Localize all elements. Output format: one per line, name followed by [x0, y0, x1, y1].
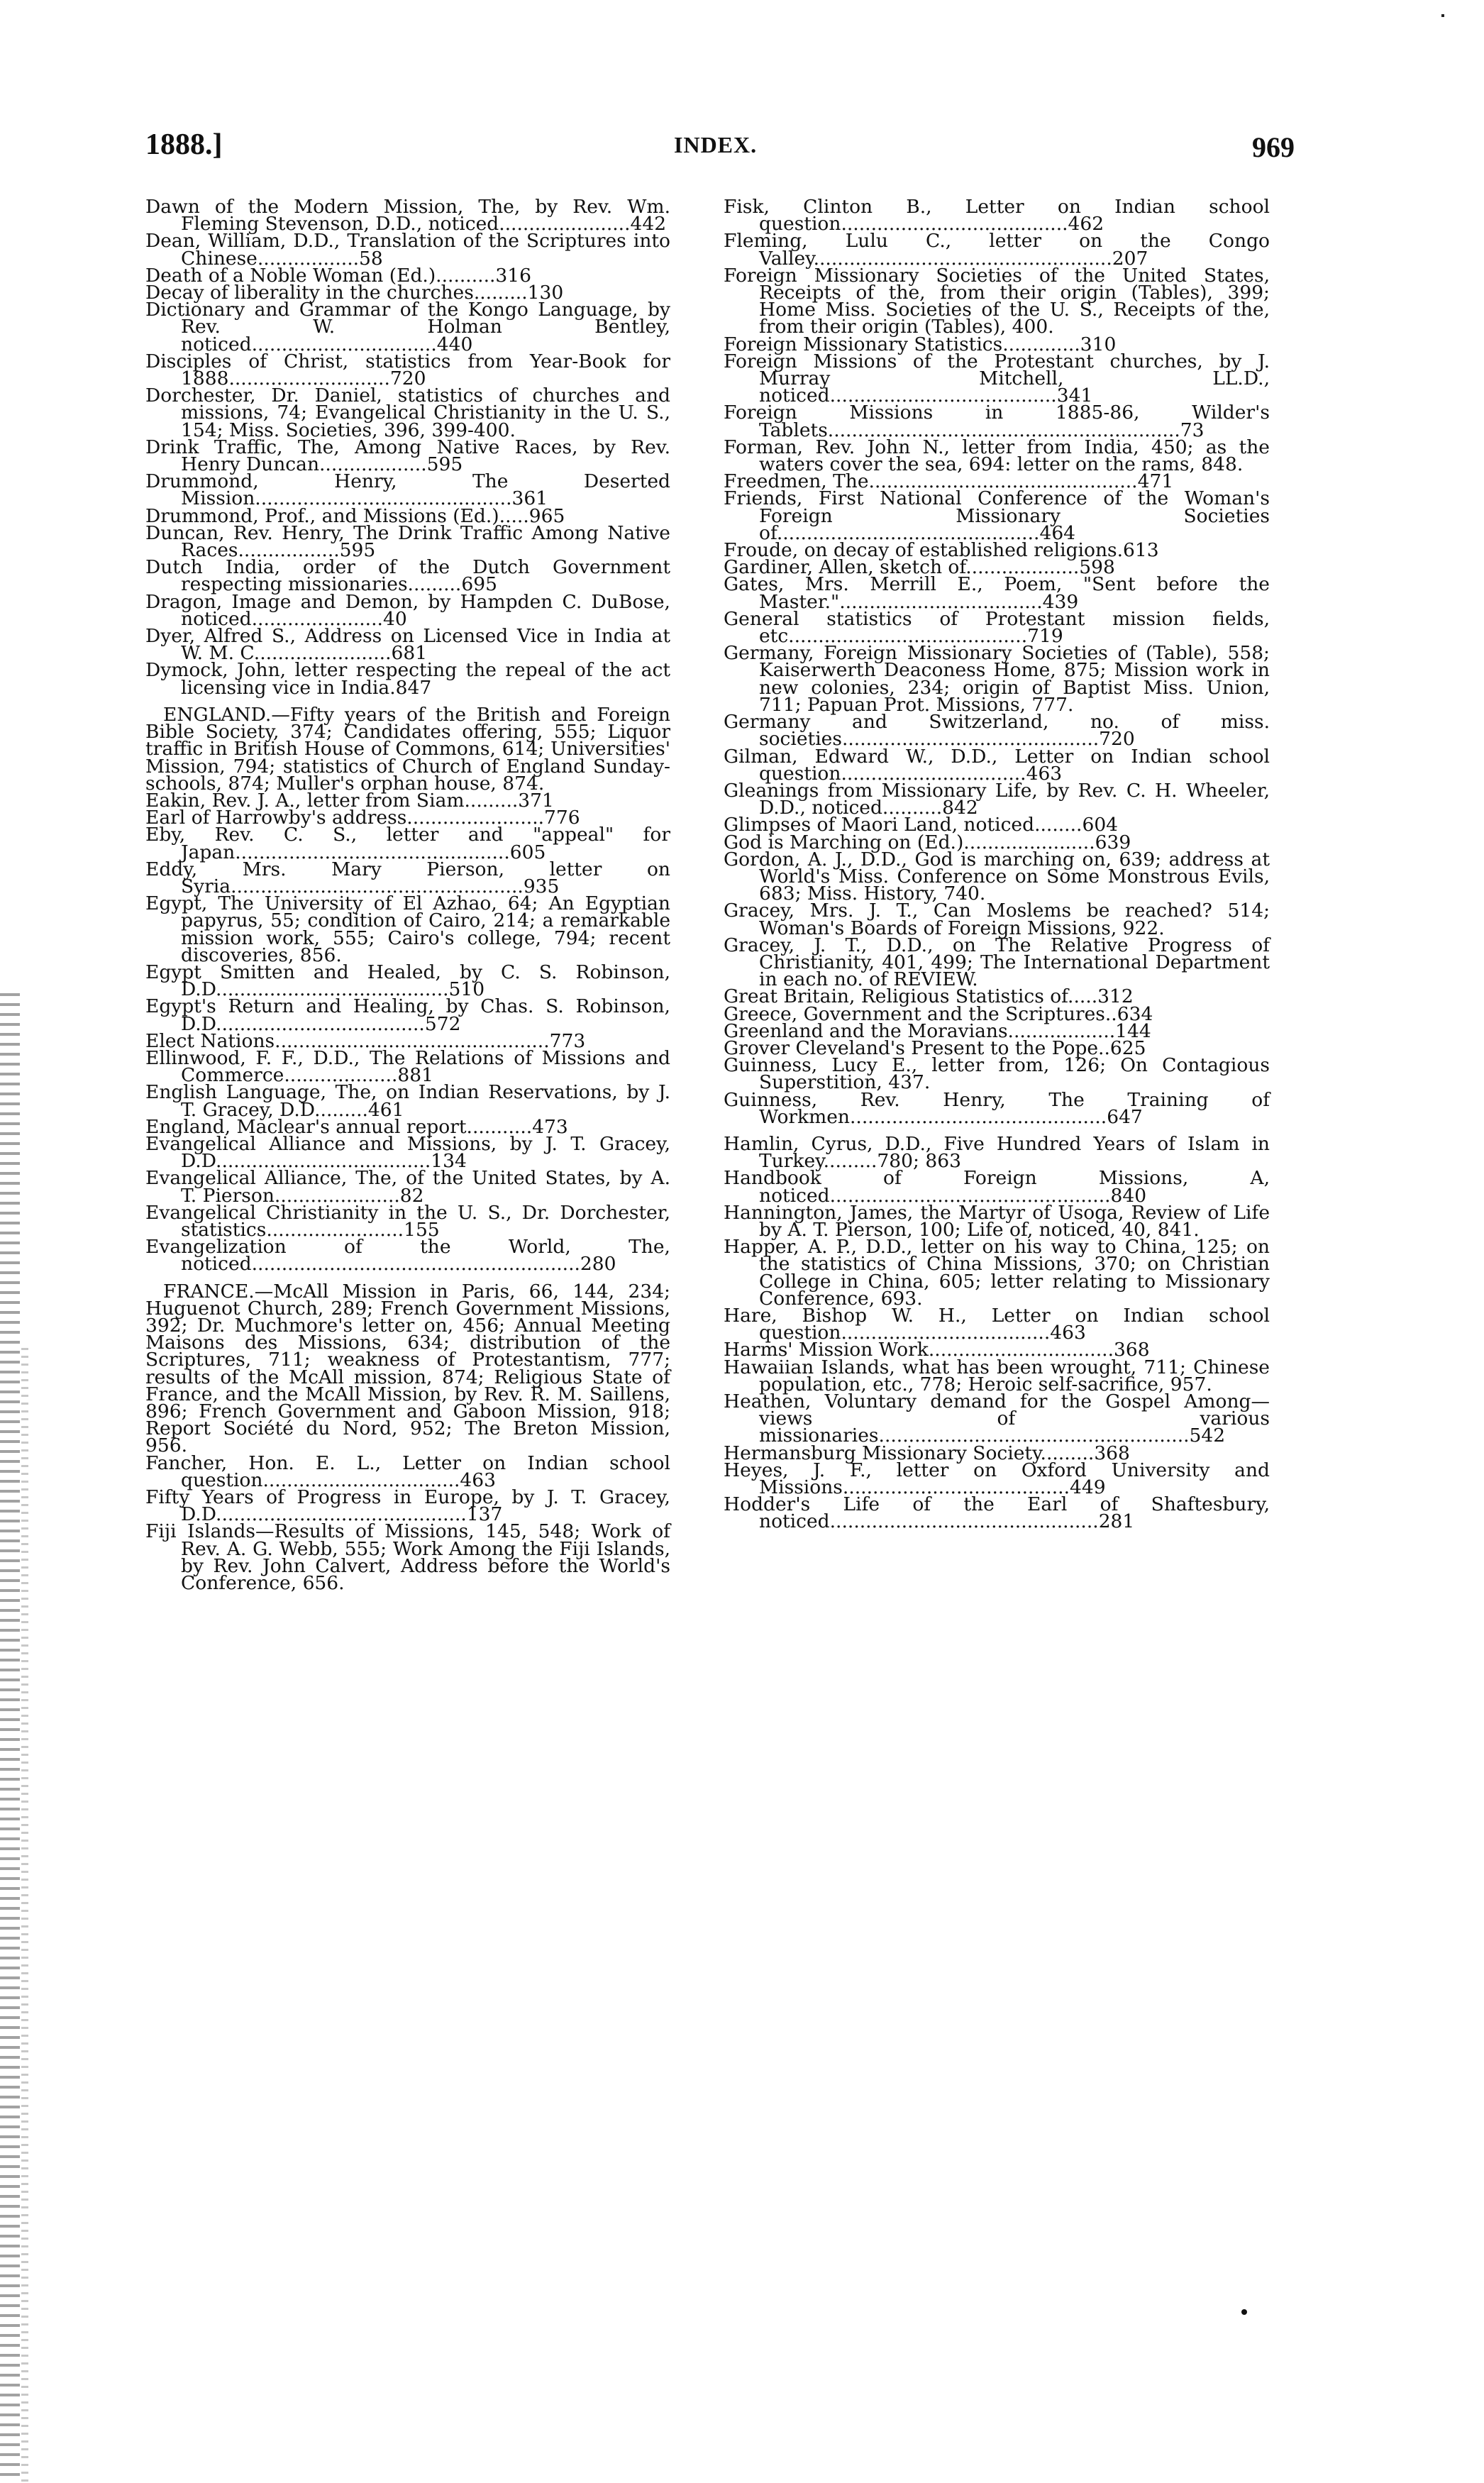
index-entry: Decay of liberality in the churches.........130	[145, 282, 564, 304]
index-entry: Guinness, Lucy E., letter from, 126; On Contagious Superstition, 437.	[724, 1054, 1270, 1094]
header-title: INDEX.	[674, 132, 758, 157]
index-entry: Eby, Rev. C. S., letter and "appeal" for Japan..............................................605	[145, 824, 670, 863]
index-entry: Germany and Switzerland, no. of miss. societies...........................................720	[724, 711, 1270, 751]
index-entry: Ellinwood, F. F., D.D., The Relations of Missions and Commerce...................881	[145, 1046, 670, 1087]
index-entry: Glimpses of Maori Land, noticed........604	[724, 814, 1119, 836]
index-entry: Drummond, Henry, The Deserted Mission...........................................361	[145, 470, 670, 510]
index-entry: Heyes, J. F., letter on Oxford University and Missions......................................449	[724, 1459, 1270, 1499]
index-entry: Great Britain, Religious Statistics of.....312	[724, 985, 1134, 1008]
index-entry: Hermansburg Missionary Society.........368	[724, 1442, 1130, 1464]
index-entry: Fleming, Lulu C., letter on the Congo Valley..................................................207	[724, 230, 1270, 270]
index-entry: Duncan, Rev. Henry, The Drink Traffic Among Native Races.................595	[145, 521, 670, 562]
index-entry: Eakin, Rev. J. A., letter from Siam.........371	[145, 789, 554, 812]
index-entry: Germany, Foreign Missionary Societies of (Table), 558; Kaiserwerth Deaconess Home, 875; Mission work in new colonies, 234; origin of Baptist Miss. Union, 711; Papuan Prot. Missions, 777.	[724, 642, 1270, 716]
index-entry: Handbook of Foreign Missions, A, noticed...............................................840	[724, 1167, 1270, 1207]
index-entry: English Language, The, on Indian Reservations, by J. T. Gracey, D.D.........461	[145, 1081, 670, 1121]
index-entry: Egypt's Return and Healing, by Chas. S. Robinson, D.D...................................572	[145, 995, 670, 1035]
index-entry: Friends, First National Conference of the Woman's Foreign Missionary Societies of............................................464	[724, 487, 1270, 544]
index-entry: Guinness, Rev. Henry, The Training of Workmen...........................................647	[724, 1088, 1270, 1128]
index-entry: Froude, on decay of established religions.613	[724, 539, 1159, 562]
index-entry: Evangelical Alliance and Missions, by J. T. Gracey, D.D....................................134	[145, 1132, 670, 1173]
index-entry: Hamlin, Cyrus, D.D., Five Hundred Years of Islam in Turkey.........780; 863	[724, 1132, 1270, 1173]
index-entry: Fancher, Hon. E. L., Letter on Indian school question.................................463	[145, 1451, 670, 1491]
index-entry: Dictionary and Grammar of the Kongo Language, by Rev. W. Holman Bentley, noticed...............................440	[145, 299, 670, 355]
index-entry: Heathen, Voluntary demand for the Gospel Among—views of various missionaries....................................................542	[724, 1390, 1270, 1447]
index-entry: Grover Cleveland's Present to the Pope..625	[724, 1036, 1146, 1059]
index-entry: Gardiner, Allen, sketch of...................598	[724, 556, 1115, 579]
index-column-left	[145, 196, 670, 1595]
index-entry: Fiji Islands—Results of Missions, 145, 548; Work of Rev. A. G. Webb, 555; Work Among the Fiji Islands, by Rev. John Calvert, Address before the World's Conference, 656.	[145, 1520, 670, 1595]
index-entry: Gilman, Edward W., D.D., Letter on Indian school question...............................463	[724, 745, 1270, 785]
index-entry: Dymock, John, letter respecting the repeal of the act licensing vice in India.847	[145, 659, 670, 699]
index-entry: ENGLAND.—Fifty years of the British and Foreign Bible Society, 374; Candidates offering, 555; Liquor traffic in British House of Commons, 614; Universities' Mission, 794; statistics of Church of England Sunday-schools, 874; Muller's orphan house, 874.	[145, 703, 670, 795]
index-entry: Eddy, Mrs. Mary Pierson, letter on Syria.................................................935	[145, 858, 670, 897]
index-entry: Dragon, Image and Demon, by Hampden C. DuBose, noticed......................40	[145, 590, 670, 630]
index-entry: Evangelization of the World, The, noticed.......................................................280	[145, 1236, 670, 1276]
index-entry: Foreign Missionary Societies of the United States, Receipts of the, from their origin (Tables), 399; Home Miss. Societies of the U. S., Receipts of the, from their origin (Tables), 400.	[724, 264, 1270, 338]
header-year: 1888.]	[145, 128, 223, 161]
index-entry: Dutch India, order of the Dutch Government respecting missionaries.........695	[145, 556, 670, 596]
index-entry: Fisk, Clinton B., Letter on Indian school question......................................462	[724, 196, 1270, 236]
page-mark-dot	[1241, 2309, 1247, 2315]
index-entry: Greenland and the Moravians..................144	[724, 1019, 1151, 1042]
index-entry: Gleanings from Missionary Life, by Rev. C. H. Wheeler, D.D., noticed..........842	[724, 779, 1270, 819]
index-entry: Gracey, J. T., D.D., on The Relative Progress of Christianity, 401, 499; The International Department in each no. of REVIEW.	[724, 934, 1270, 991]
index-entry: Gordon, A. J., D.D., God is marching on, 639; address at World's Miss. Conference on Some Monstrous Evils, 683; Miss. History, 740.	[724, 848, 1270, 905]
index-entry: Freedmen, The.............................................471	[724, 470, 1174, 493]
index-entry: Happer, A. P., D.D., letter on his way to China, 125; on the statistics of China Missions, 370; on Christian College in China, 605; letter relating to Missionary Conference, 693.	[724, 1236, 1270, 1310]
index-entry: Greece, Government and the Scriptures..634	[724, 1002, 1153, 1025]
index-entry: Gates, Mrs. Merrill E., Poem, "Sent before the Master."..................................439	[724, 573, 1270, 613]
index-entry: Hannington, James, the Martyr of Usoga, Review of Life by A. T. Pierson, 100; Life of, noticed, 40, 841.	[724, 1201, 1270, 1241]
index-entry: Evangelical Alliance, The, of the United States, by A. T. Pierson.....................82	[145, 1167, 670, 1207]
index-entry: Egypt, The University of El Azhao, 64; An Egyptian papyrus, 55; condition of Cairo, 214; a remarkable mission work, 555; Cairo's college, 794; recent discoveries, 856.	[145, 892, 670, 966]
page-number: 969	[1252, 131, 1295, 163]
index-entry: Foreign Missions in 1885-86, Wilder's Tablets...........................................................73	[724, 402, 1270, 441]
index-entry: Foreign Missionary Statistics.............310	[724, 333, 1117, 355]
index-entry: Hare, Bishop W. H., Letter on Indian school question...................................463	[724, 1305, 1270, 1344]
index-entry: Gracey, Mrs. J. T., Can Moslems be reached? 514; Woman's Boards of Foreign Missions, 922.	[724, 900, 1270, 939]
index-entry: Dean, William, D.D., Translation of the Scriptures into Chinese.................58	[145, 230, 670, 270]
index-entry: Foreign Missions of the Protestant churches, by J. Murray Mitchell, LL.D., noticed......................................341	[724, 350, 1270, 407]
index-entry: Disciples of Christ, statistics from Year-Book for 1888...........................720	[145, 350, 670, 390]
index-entry: Hawaiian Islands, what has been wrought, 711; Chinese population, etc., 778; Heroic self-sacrifice, 957.	[724, 1356, 1270, 1395]
index-entry: General statistics of Protestant mission fields, etc........................................719	[724, 607, 1270, 648]
scan-speck	[1441, 14, 1444, 17]
index-entry: Fifty Years of Progress in Europe, by J. T. Gracey, D.D..........................................137	[145, 1486, 670, 1526]
index-entry: Death of a Noble Woman (Ed.)..........316	[145, 264, 532, 287]
index-entry: Dawn of the Modern Mission, The, by Rev. Wm. Fleming Stevenson, D.D., noticed......................442	[145, 196, 670, 236]
index-entry: Drummond, Prof., and Missions (Ed.).....965	[145, 504, 565, 527]
index-entry: God is Marching on (Ed.)......................639	[724, 831, 1131, 853]
index-entry: Egypt Smitten and Healed, by C. S. Robinson, D.D.......................................510	[145, 961, 670, 1001]
index-entry: Harms' Mission Work...............................368	[724, 1339, 1150, 1361]
page-header	[145, 128, 1295, 170]
index-entry: Evangelical Christianity in the U. S., Dr. Dorchester, statistics.......................155	[145, 1201, 670, 1241]
index-entry: Hodder's Life of the Earl of Shaftesbury, noticed.............................................281	[724, 1493, 1270, 1533]
binding-edge-shadow	[0, 993, 20, 2483]
index-entry: Dorchester, Dr. Daniel, statistics of churches and missions, 74; Evangelical Christianity in the U. S., 154; Miss. Societies, 396, 399-400.	[145, 385, 670, 441]
index-entry: Drink Traffic, The, Among Native Races, by Rev. Henry Duncan..................595	[145, 436, 670, 476]
index-entry: Forman, Rev. John N., letter from India, 450; as the waters cover the sea, 694: letter on the rams, 848.	[724, 436, 1270, 476]
index-entry: Dyer, Alfred S., Address on Licensed Vice in India at W. M. C.......................681	[145, 625, 670, 665]
index-entry: England, Maclear's annual report...........473	[145, 1115, 568, 1138]
binding-edge-shadow-inner	[21, 1348, 28, 2483]
index-entry: Elect Nations..............................................773	[145, 1029, 586, 1052]
index-column-right	[724, 196, 1270, 1533]
index-entry: Earl of Harrowby's address.......................776	[145, 807, 580, 829]
index-entry: FRANCE.—McAll Mission in Paris, 66, 144, 234; Huguenot Church, 289; French Government Missions, 392; Dr. Muchmore's letter on, 456; Annual Meeting Maisons des Missions, 634; distribution of the Scriptures, 711; weakness of Protestantism, 777; results of the McAll mission, 874; Religious State of France, and the McAll Mission, by Rev. R. M. Saillens, 896; French Government and Gaboon Mission, 918; Report Société du Nord, 952; The Breton Mission, 956.	[145, 1280, 670, 1457]
